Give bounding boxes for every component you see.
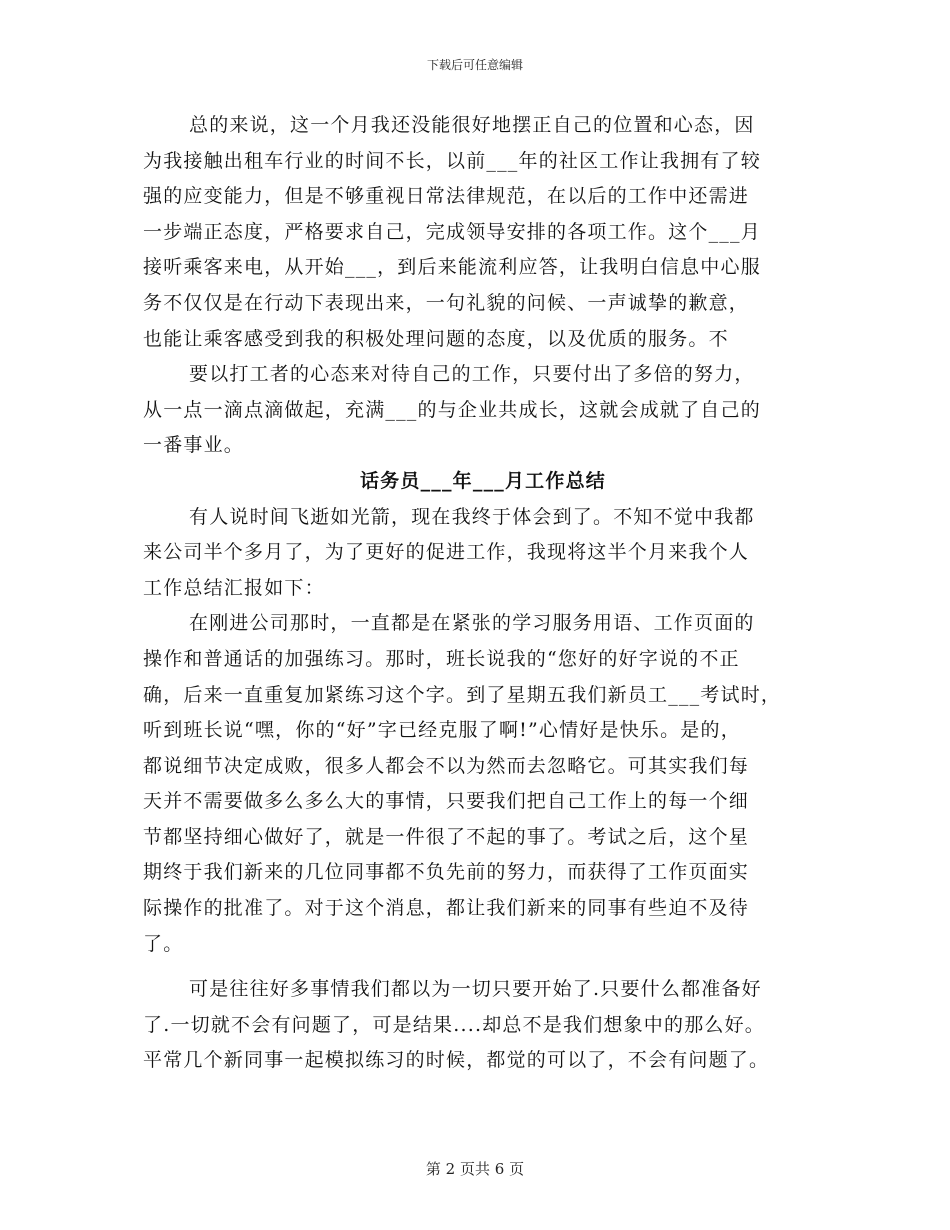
paragraph-attitude <box>143 357 813 464</box>
text-line: 平常几个新同事一起模拟练习的时候，都觉的可以了，不会有问题了。 <box>143 1049 770 1072</box>
paragraph-summary <box>143 108 813 357</box>
page-footer: 第 2 页共 6 页 <box>425 1160 525 1178</box>
text-line: 工作总结汇报如下： <box>143 576 325 599</box>
text-line: 操作和普通话的加强练习。那时，班长说我的“您好的好字说的不正 <box>143 647 740 670</box>
document-body <box>143 108 813 1079</box>
paragraph-reality <box>143 972 813 1079</box>
text-line: 了.一切就不会有问题了，可是结果....却总不是我们想象中的那么好。 <box>143 1013 765 1036</box>
text-line: 有人说时间飞逝如光箭，现在我终于体会到了。不知不觉中我都 <box>189 505 755 528</box>
text-line: 确，后来一直重复加紧练习这个字。到了星期五我们新员工___考试时， <box>143 683 782 706</box>
text-line: 听到班长说“嘿，你的“好”字已经克服了啊!”心情好是快乐。是的， <box>143 719 741 742</box>
text-line: 要以打工者的心态来对待自己的工作，只要付出了多倍的努力， <box>189 363 755 386</box>
paragraph-gap <box>143 962 813 972</box>
text-line: 为我接触出租车行业的时间不长，以前___年的社区工作让我拥有了较 <box>143 149 761 172</box>
text-line: 可是往往好多事情我们都以为一切只要开始了.只要什么都准备好 <box>189 978 762 1001</box>
section-title: 话务员___年___月工作总结 <box>359 469 606 492</box>
text-line: 天并不需要做多么多么大的事情，只要我们把自己工作上的每一个细 <box>143 790 750 813</box>
text-line: 来公司半个多月了，为了更好的促进工作，我现将这半个月来我个人 <box>143 541 750 564</box>
text-line: 也能让乘客感受到我的积极处理问题的态度，以及优质的服务。不 <box>143 327 729 350</box>
paragraph-intro <box>143 500 813 607</box>
text-line: 一番事业。 <box>143 434 245 457</box>
text-line: 总的来说，这一个月我还没能很好地摆正自己的位置和心态，因 <box>189 114 755 136</box>
text-line: 一步端正态度，严格要求自己，完成领导安排的各项工作。这个___月 <box>143 220 761 243</box>
page-header: 下载后可任意编辑 <box>426 58 523 72</box>
text-line: 期终于我们新来的几位同事都不负先前的努力，而获得了工作页面实 <box>143 861 750 884</box>
text-line: 节都坚持细心做好了，就是一件很了不起的事了。考试之后，这个星 <box>143 825 750 848</box>
text-line: 务不仅仅是在行动下表现出来，一句礼貌的问候、一声诚挚的歉意， <box>143 291 750 314</box>
text-line: 在刚进公司那时，一直都是在紧张的学习服务用语、工作页面的 <box>189 612 755 635</box>
paragraph-training <box>143 606 813 962</box>
text-line: 从一点一滴点滴做起，充满___的与企业共成长，这就会成就了自己的 <box>143 398 761 421</box>
text-line: 接听乘客来电，从开始___，到后来能流利应答，让我明白信息中心服 <box>143 256 761 279</box>
text-line: 了。 <box>143 932 184 955</box>
text-line: 际操作的批准了。对于这个消息，都让我们新来的同事有些迫不及待 <box>143 897 750 920</box>
text-line: 都说细节决定成败，很多人都会不以为然而去忽略它。可其实我们每 <box>143 754 750 777</box>
text-line: 强的应变能力，但是不够重视日常法律规范，在以后的工作中还需进 <box>143 185 750 208</box>
